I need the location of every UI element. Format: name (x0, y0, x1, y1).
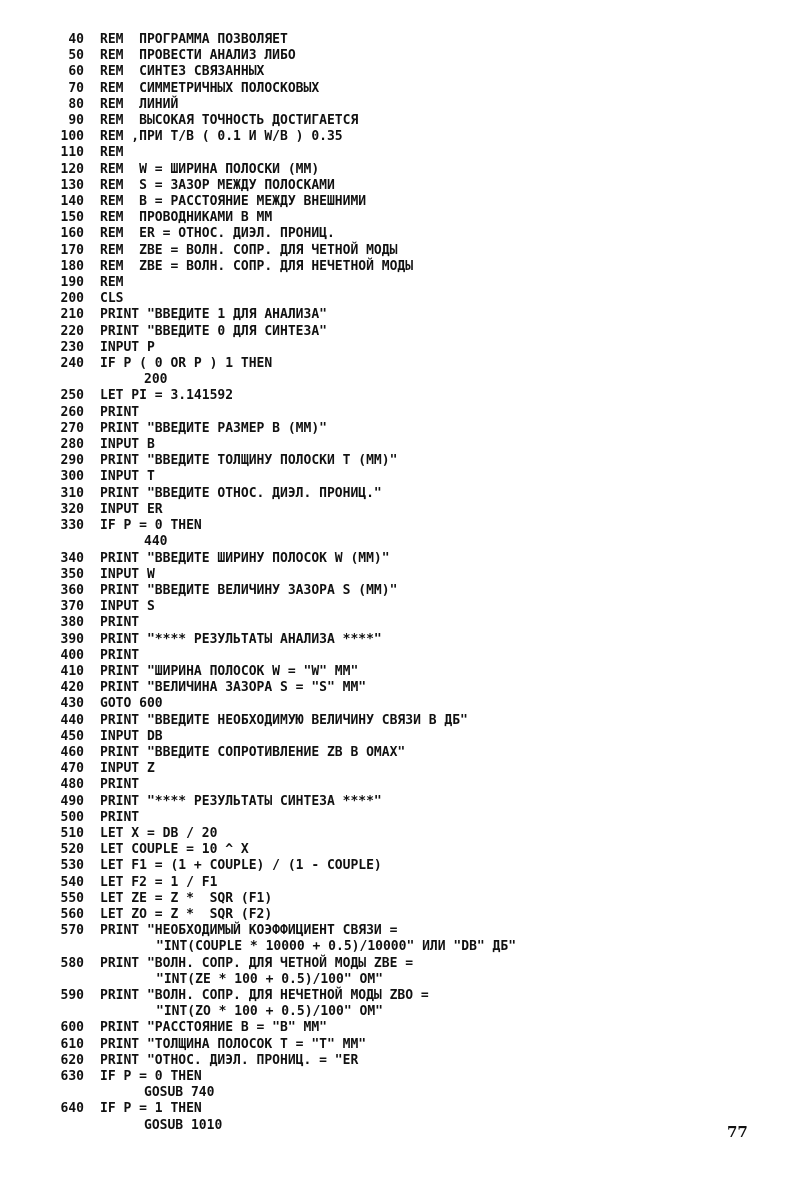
line-number: 410 (60, 663, 84, 679)
line-code: INPUT Z (100, 761, 155, 777)
line-number: 580 (60, 955, 84, 971)
line-code: PRINT (100, 777, 140, 793)
code-line (36, 145, 750, 161)
code-line (36, 291, 750, 307)
line-number: 630 (60, 1069, 84, 1084)
line-number: 200 (60, 291, 84, 307)
line-number: 60 (68, 64, 84, 80)
line-code: PRINT "ТОЛЩИНА ПОЛОСОК T = "T" ММ" (100, 1036, 367, 1052)
line-code: PRINT "ВВЕДИТЕ ТОЛЩИНУ ПОЛОСКИ T (ММ)" (100, 453, 398, 469)
line-number: 520 (60, 842, 84, 858)
code-line (36, 599, 750, 615)
line-number: 370 (60, 599, 84, 615)
line-code: REM B = РАССТОЯНИЕ МЕЖДУ ВНЕШНИМИ (100, 194, 367, 210)
line-number: 150 (60, 210, 84, 226)
line-number: 230 (60, 339, 84, 355)
line-number: 260 (60, 404, 84, 420)
line-code: REM ЛИНИЙ (100, 96, 179, 112)
code-continuation: "INT(ZO * 100 + 0.5)/100" ОМ" (156, 1004, 383, 1020)
code-line (36, 696, 750, 712)
line-number: 500 (60, 809, 84, 825)
line-code: LET PI = 3.141592 (100, 388, 234, 404)
line-code: REM ПРОВОДНИКАМИ В ММ (100, 210, 273, 226)
line-number: 540 (60, 874, 84, 890)
code-line (36, 324, 750, 340)
line-code: REM СИММЕТРИЧНЫХ ПОЛОСКОВЫХ (100, 80, 320, 96)
code-line (36, 259, 750, 275)
code-line (36, 81, 750, 97)
code-line (36, 842, 750, 858)
code-line (36, 194, 750, 210)
line-number: 160 (60, 226, 84, 242)
code-line (36, 486, 750, 502)
line-number: 210 (60, 307, 84, 323)
code-line (36, 502, 750, 518)
line-code: CLS (100, 291, 124, 307)
line-code: REM (100, 145, 124, 161)
code-line (36, 453, 750, 469)
line-number: 530 (60, 858, 84, 874)
line-number: 70 (68, 80, 84, 96)
line-number: 270 (60, 420, 84, 436)
line-code: PRINT "ВВЕДИТЕ ОТНОС. ДИЭЛ. ПРОНИЦ." (100, 485, 382, 501)
line-number: 120 (60, 161, 84, 177)
line-number: 640 (60, 1101, 84, 1117)
code-line (36, 97, 750, 113)
line-code: REM ПРОВЕСТИ АНАЛИЗ ЛИБО (100, 48, 296, 64)
line-number: 280 (60, 437, 84, 453)
line-code: LET ZO = Z * SQR (F2) (100, 906, 273, 922)
code-line (36, 794, 750, 810)
code-line (36, 388, 750, 404)
line-code: REM S = ЗАЗОР МЕЖДУ ПОЛОСКАМИ (100, 177, 335, 193)
line-code: PRINT "ОТНОС. ДИЭЛ. ПРОНИЦ. = "ER (100, 1052, 359, 1068)
line-code: PRINT "**** РЕЗУЛЬТАТЫ СИНТЕЗА ****" (100, 793, 382, 809)
line-number: 350 (60, 566, 84, 582)
line-code: REM СИНТЕЗ СВЯЗАННЫХ (100, 64, 265, 80)
line-number: 40 (68, 32, 84, 47)
code-line (36, 518, 750, 534)
line-number: 50 (68, 48, 84, 64)
line-code: PRINT "ВВЕДИТЕ СОПРОТИВЛЕНИЕ ZB В ОМАХ" (100, 744, 406, 760)
line-code: REM W = ШИРИНА ПОЛОСКИ (ММ) (100, 161, 320, 177)
code-line (36, 210, 750, 226)
code-continuation: GOSUB 1010 (144, 1117, 223, 1133)
line-code: LET X = DB / 20 (100, 825, 218, 841)
code-continuation: GOSUB 740 (144, 1085, 215, 1101)
line-code: IF P = 0 THEN (100, 1069, 202, 1084)
line-number: 590 (60, 987, 84, 1003)
code-line (36, 745, 750, 761)
code-line (36, 405, 750, 421)
line-number: 400 (60, 647, 84, 663)
code-line (36, 129, 750, 145)
line-code: LET F2 = 1 / F1 (100, 874, 218, 890)
line-code: PRINT "ВЕЛИЧИНА ЗАЗОРА S = "S" ММ" (100, 680, 367, 696)
line-code: REM ВЫСОКАЯ ТОЧНОСТЬ ДОСТИГАЕТСЯ (100, 113, 359, 129)
code-line (36, 275, 750, 291)
line-number: 250 (60, 388, 84, 404)
code-line (36, 469, 750, 485)
line-code: IF P = 0 THEN (100, 518, 202, 534)
line-code: INPUT S (100, 599, 155, 615)
code-line (36, 858, 750, 874)
line-code: PRINT "ВВЕДИТЕ 1 ДЛЯ АНАЛИЗА" (100, 307, 327, 323)
code-line (36, 826, 750, 842)
code-line (36, 1037, 750, 1053)
line-number: 220 (60, 323, 84, 339)
line-number: 430 (60, 696, 84, 712)
line-code: INPUT ER (100, 501, 163, 517)
line-number: 290 (60, 453, 84, 469)
line-code: REM ZBE = ВОЛН. СОПР. ДЛЯ НЕЧЕТНОЙ МОДЫ (100, 258, 414, 274)
line-code: LET F1 = (1 + COUPLE) / (1 - COUPLE) (100, 858, 382, 874)
code-line (36, 356, 750, 372)
line-code: PRINT "**** РЕЗУЛЬТАТЫ АНАЛИЗА ****" (100, 631, 382, 647)
line-number: 560 (60, 906, 84, 922)
code-line (36, 729, 750, 745)
code-line (36, 113, 750, 129)
line-number: 510 (60, 825, 84, 841)
line-number: 470 (60, 761, 84, 777)
line-number: 80 (68, 96, 84, 112)
code-line (36, 437, 750, 453)
line-number: 480 (60, 777, 84, 793)
code-line (36, 1069, 750, 1085)
line-code: LET COUPLE = 10 ^ X (100, 842, 249, 858)
code-line (36, 1020, 750, 1036)
code-line (36, 421, 750, 437)
code-line (36, 567, 750, 583)
line-number: 180 (60, 258, 84, 274)
code-line (36, 243, 750, 259)
code-line (36, 615, 750, 631)
code-line (36, 64, 750, 80)
line-code: PRINT "ВОЛН. СОПР. ДЛЯ ЧЕТНОЙ МОДЫ ZBE = (100, 955, 414, 971)
line-code: IF P ( 0 OR P ) 1 THEN (100, 356, 273, 372)
line-code: LET ZE = Z * SQR (F1) (100, 890, 273, 906)
line-code: PRINT "ВВЕДИТЕ НЕОБХОДИМУЮ ВЕЛИЧИНУ СВЯЗИ В ДБ" (100, 712, 468, 728)
line-number: 320 (60, 501, 84, 517)
code-line (36, 632, 750, 648)
line-number: 190 (60, 275, 84, 291)
line-number: 490 (60, 793, 84, 809)
code-line (36, 32, 750, 48)
code-line (36, 777, 750, 793)
line-code: INPUT W (100, 566, 155, 582)
line-number: 310 (60, 485, 84, 501)
code-line (36, 956, 750, 972)
code-line (36, 1101, 750, 1117)
line-number: 110 (60, 145, 84, 161)
code-line (36, 875, 750, 891)
line-number: 240 (60, 356, 84, 372)
line-code: PRINT "ВВЕДИТЕ ШИРИНУ ПОЛОСОК W (ММ)" (100, 550, 390, 566)
line-code: REM ,ПРИ T/B ( 0.1 И W/B ) 0.35 (100, 129, 343, 145)
line-number: 140 (60, 194, 84, 210)
line-code: INPUT P (100, 339, 155, 355)
line-code: REM ПРОГРАММА ПОЗВОЛЯЕТ (100, 32, 288, 47)
code-line (36, 1053, 750, 1069)
line-number: 360 (60, 582, 84, 598)
line-code: PRINT (100, 404, 140, 420)
code-line (36, 761, 750, 777)
line-code: INPUT DB (100, 728, 163, 744)
line-number: 340 (60, 550, 84, 566)
line-code: GOTO 600 (100, 696, 163, 712)
code-line (36, 583, 750, 599)
line-number: 130 (60, 177, 84, 193)
line-code: PRINT "ШИРИНА ПОЛОСОК W = "W" ММ" (100, 663, 359, 679)
code-line (36, 664, 750, 680)
line-code: PRINT "РАССТОЯНИЕ B = "B" ММ" (100, 1020, 327, 1036)
line-code: REM (100, 275, 124, 291)
line-code: INPUT T (100, 469, 155, 485)
line-number: 170 (60, 242, 84, 258)
line-code: PRINT "НЕОБХОДИМЫЙ КОЭФФИЦИЕНТ СВЯЗИ = (100, 923, 398, 939)
code-line (36, 162, 750, 178)
code-line (36, 891, 750, 907)
line-code: REM ER = ОТНОС. ДИЭЛ. ПРОНИЦ. (100, 226, 335, 242)
line-code: PRINT "ВОЛН. СОПР. ДЛЯ НЕЧЕТНОЙ МОДЫ ZBO = (100, 987, 429, 1003)
line-number: 380 (60, 615, 84, 631)
line-number: 550 (60, 890, 84, 906)
code-line (36, 178, 750, 194)
line-number: 420 (60, 680, 84, 696)
line-number: 460 (60, 744, 84, 760)
line-number: 300 (60, 469, 84, 485)
line-number: 440 (60, 712, 84, 728)
line-code: PRINT (100, 647, 140, 663)
line-code: PRINT "ВВЕДИТЕ РАЗМЕР B (ММ)" (100, 420, 327, 436)
code-line (36, 907, 750, 923)
line-number: 390 (60, 631, 84, 647)
code-line (36, 923, 750, 939)
code-line (36, 810, 750, 826)
line-code: PRINT (100, 809, 140, 825)
code-line (36, 648, 750, 664)
code-line (36, 307, 750, 323)
line-number: 330 (60, 518, 84, 534)
code-continuation: "INT(ZE * 100 + 0.5)/100" ОМ" (156, 971, 383, 987)
line-number: 620 (60, 1052, 84, 1068)
line-number: 600 (60, 1020, 84, 1036)
line-code: PRINT "ВВЕДИТЕ ВЕЛИЧИНУ ЗАЗОРА S (ММ)" (100, 582, 398, 598)
program-listing (36, 32, 750, 1134)
code-continuation: 440 (144, 534, 168, 550)
code-continuation: "INT(COUPLE * 10000 + 0.5)/10000" ИЛИ "DB" ДБ" (156, 939, 517, 955)
code-continuation: 200 (144, 372, 168, 388)
line-number: 570 (60, 923, 84, 939)
line-number: 90 (68, 113, 84, 129)
code-line (36, 48, 750, 64)
line-number: 100 (60, 129, 84, 145)
code-line (36, 988, 750, 1004)
code-line (36, 340, 750, 356)
line-number: 610 (60, 1036, 84, 1052)
code-line (36, 680, 750, 696)
line-number: 450 (60, 728, 84, 744)
code-line (36, 713, 750, 729)
line-code: PRINT (100, 615, 140, 631)
code-line (36, 551, 750, 567)
line-code: INPUT B (100, 437, 155, 453)
line-code: PRINT "ВВЕДИТЕ 0 ДЛЯ СИНТЕЗА" (100, 323, 327, 339)
line-code: IF P = 1 THEN (100, 1101, 202, 1117)
line-code: REM ZBE = ВОЛН. СОПР. ДЛЯ ЧЕТНОЙ МОДЫ (100, 242, 398, 258)
page-number: 77 (727, 1123, 748, 1141)
code-line (36, 226, 750, 242)
